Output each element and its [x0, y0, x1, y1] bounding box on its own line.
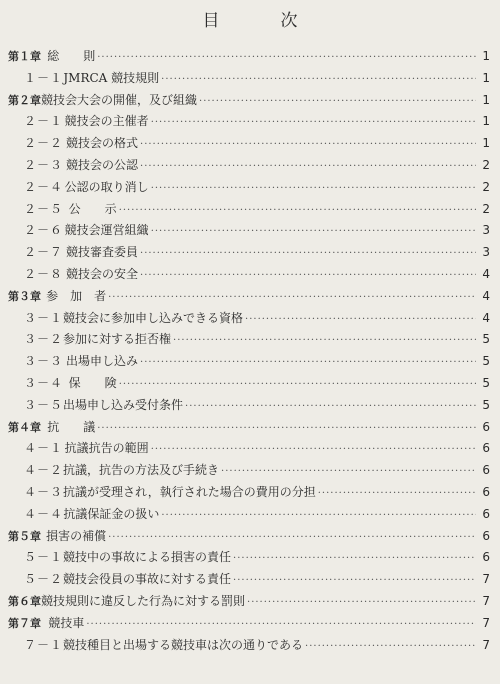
toc-section-row [8, 439, 490, 461]
page-number: 4 [482, 310, 490, 325]
toc-section-row [8, 178, 490, 200]
section-number: ２－１ [24, 114, 64, 129]
toc-section-row [8, 570, 490, 592]
toc-chapter-row [8, 418, 490, 440]
section-number: ２－５ [24, 201, 64, 216]
dot-leader [140, 248, 476, 259]
dot-leader [97, 423, 476, 434]
toc-section-row [8, 483, 490, 505]
toc-section-row [8, 112, 490, 134]
page-number: 7 [482, 637, 490, 652]
chapter-number: 第２章 [8, 93, 41, 107]
toc-section-row [8, 636, 490, 658]
page-title: 目 次 [202, 11, 320, 31]
dot-leader [233, 553, 476, 564]
dot-leader [86, 619, 476, 630]
dot-leader [151, 183, 476, 194]
toc-section-row [8, 200, 490, 222]
entry-title: JMRCA 競技規則 [63, 70, 160, 85]
entry-title: 公 示 [68, 201, 117, 216]
entry-title: 抗議抗告の範囲 [64, 441, 149, 456]
section-number: ４－４ [24, 506, 64, 521]
dot-leader [173, 335, 476, 346]
page-number: 6 [482, 419, 490, 434]
entry-title: 競技会役員の事故に対する責任 [63, 572, 232, 587]
entry-title: 抗 議 [47, 419, 96, 434]
section-number: ２－４ [24, 179, 64, 194]
entry-title: 抗議が受理され，執行された場合の費用の分担 [63, 484, 316, 499]
entry-title: 出場申し込み受付条件 [63, 397, 184, 412]
dot-leader [151, 444, 476, 455]
section-number: ４－３ [24, 484, 64, 499]
page-number: 7 [482, 593, 490, 608]
page-number: 1 [482, 70, 490, 85]
entry-title: 競技規則に違反した行為に対する罰則 [41, 593, 246, 608]
page-number: 6 [482, 463, 490, 478]
section-number: ２－２ [24, 136, 64, 151]
section-number: １－１ [24, 70, 64, 85]
entry-title: 抗議保証金の扱い [63, 506, 160, 521]
toc-section-row [8, 396, 490, 418]
dot-leader [151, 226, 476, 237]
page-number: 1 [482, 114, 490, 129]
page-number: 1 [482, 136, 490, 151]
dot-leader [161, 510, 476, 521]
dot-leader [140, 270, 476, 281]
section-number: ５－１ [24, 550, 64, 565]
section-number: ３－３ [24, 354, 64, 369]
page-number: 6 [482, 506, 490, 521]
page-number: 1 [482, 92, 490, 107]
section-number: ７－１ [24, 637, 64, 652]
dot-leader [119, 379, 476, 390]
entry-title: 競技会の主催者 [64, 114, 149, 129]
entry-title: 損害の補償 [46, 528, 107, 543]
toc-chapter-row [8, 614, 490, 636]
toc-section-row [8, 461, 490, 483]
entry-title: 競技会に参加申し込みできる資格 [63, 310, 244, 325]
page-number: 7 [482, 572, 490, 587]
chapter-number: 第１章 [8, 50, 41, 63]
dot-leader [151, 117, 476, 128]
toc-chapter-row [8, 527, 490, 549]
page-number: 2 [482, 201, 490, 216]
section-number: ３－４ [24, 375, 64, 390]
page-number: 7 [482, 615, 490, 630]
toc-section-row [8, 309, 490, 331]
toc-section-row [8, 330, 490, 352]
entry-title: 競技会運営組織 [64, 223, 149, 238]
chapter-number: 第６章 [8, 594, 41, 608]
page-number: 2 [482, 157, 490, 172]
section-number: ３－５ [24, 397, 64, 412]
section-number: ３－１ [24, 310, 64, 325]
entry-title: 競技会の安全 [66, 266, 139, 281]
entry-title: 競技会の格式 [66, 136, 139, 151]
dot-leader [140, 139, 476, 150]
section-number: ５－２ [24, 572, 64, 587]
entry-title: 抗議，抗告の方法及び手続き [63, 463, 220, 478]
page-number: 4 [482, 266, 490, 281]
dot-leader [247, 597, 476, 608]
entry-title: 公認の取り消し [64, 179, 149, 194]
page-number: 1 [482, 49, 490, 63]
toc-section-row [8, 352, 490, 374]
dot-leader [318, 488, 476, 499]
entry-title: 保 険 [68, 375, 117, 390]
entry-title: 競技会の公認 [66, 157, 139, 172]
entry-title: 競技中の事故による損害の責任 [63, 550, 232, 565]
section-number: ３－２ [24, 332, 64, 347]
chapter-number: 第４章 [8, 420, 41, 434]
toc-section-row [8, 265, 490, 287]
section-number: ２－８ [24, 266, 64, 281]
toc-chapter-row [8, 592, 490, 614]
dot-leader [233, 575, 476, 586]
toc-chapter-row [8, 91, 490, 113]
dot-leader [305, 641, 476, 652]
entry-title: 参 加 者 [46, 288, 107, 303]
chapter-number: 第７章 [8, 616, 41, 630]
page-number: 3 [482, 245, 490, 260]
entry-title: 競技審査委員 [66, 245, 139, 260]
section-number: ２－３ [24, 157, 64, 172]
chapter-number: 第３章 [8, 289, 41, 303]
page-number: 2 [482, 179, 490, 194]
entry-title: 競技車 [48, 615, 85, 630]
dot-leader [140, 357, 476, 368]
entry-title: 出場申し込み [66, 354, 139, 369]
dot-leader [108, 532, 476, 543]
dot-leader [119, 205, 476, 216]
page-number: 6 [482, 441, 490, 456]
toc-section-row [8, 548, 490, 570]
toc-section-row [8, 221, 490, 243]
dot-leader [97, 52, 476, 63]
section-number: ２－７ [24, 245, 64, 260]
page-number: 5 [482, 397, 490, 412]
page-number: 5 [482, 354, 490, 369]
entry-title: 参加に対する拒否権 [63, 332, 172, 347]
page-number: 6 [482, 484, 490, 499]
toc-section-row [8, 243, 490, 265]
dot-leader [245, 314, 476, 325]
entry-title: 競技種目と出場する競技車は次の通りである [63, 637, 304, 652]
entry-title: 競技会大会の開催，及び組織 [41, 92, 198, 107]
page-number: 3 [482, 223, 490, 238]
dot-leader [185, 401, 476, 412]
page-number: 6 [482, 550, 490, 565]
chapter-number: 第５章 [8, 529, 41, 543]
toc-section-row [8, 134, 490, 156]
dot-leader [221, 466, 476, 477]
dot-leader [108, 292, 476, 303]
page-number: 5 [482, 332, 490, 347]
toc-section-row [8, 156, 490, 178]
toc-section-row [8, 505, 490, 527]
page-number: 5 [482, 375, 490, 390]
entry-title: 総 則 [47, 49, 96, 63]
dot-leader [161, 74, 476, 85]
section-number: ４－２ [24, 463, 64, 478]
dot-leader [140, 161, 476, 172]
toc-chapter-row [8, 287, 490, 309]
toc-chapter-row [8, 47, 490, 69]
toc-section-row [8, 69, 490, 91]
section-number: ２－６ [24, 223, 64, 238]
table-of-contents [8, 47, 490, 657]
page-number: 6 [482, 528, 490, 543]
toc-section-row [8, 374, 490, 396]
page-number: 4 [482, 288, 490, 303]
dot-leader [199, 96, 476, 107]
section-number: ４－１ [24, 441, 64, 456]
